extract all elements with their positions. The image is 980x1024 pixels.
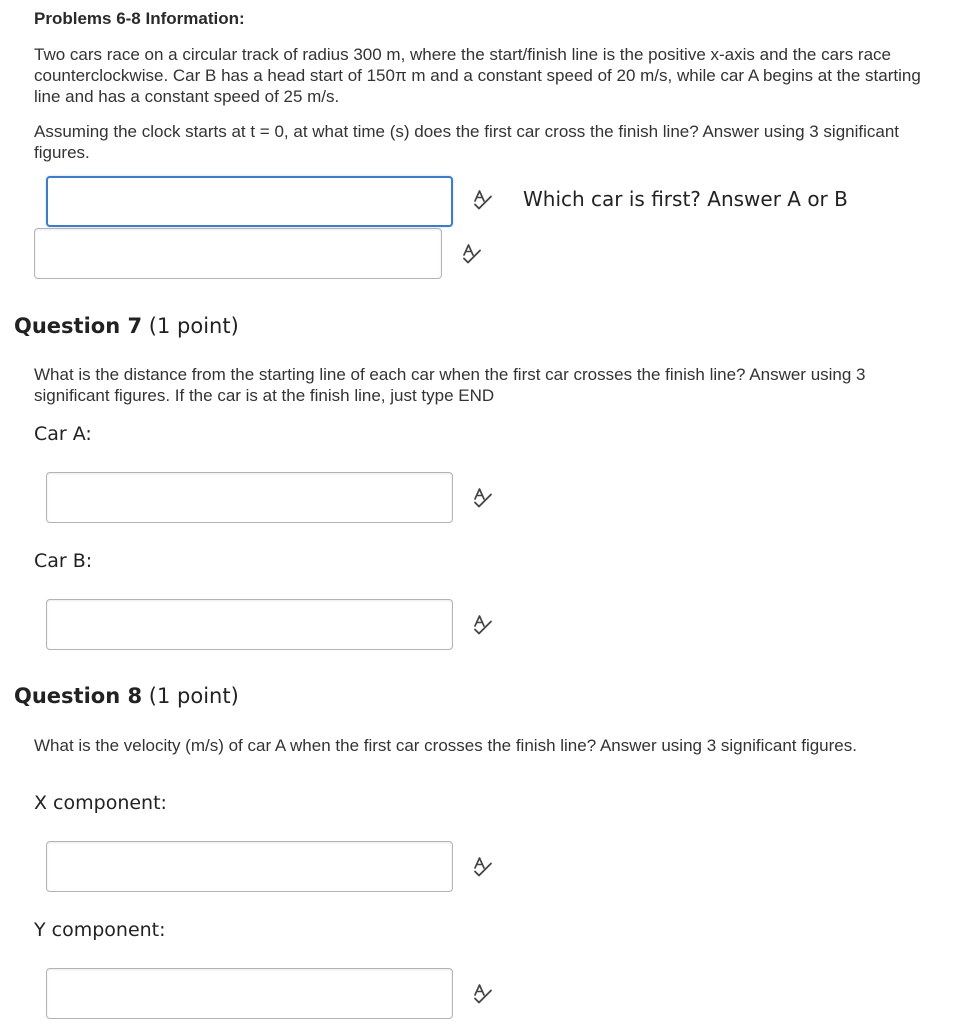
question8-prompt: What is the velocity (m/s) of car A when the first car crosses the finish line? Answer using 3 significant figures. [34, 736, 857, 755]
question8-points: (1 point) [148, 684, 239, 708]
spell-check-icon[interactable] [471, 855, 495, 879]
car-b-label: Car B: [34, 550, 93, 572]
which-car-input[interactable] [34, 228, 442, 279]
question7-points: (1 point) [148, 314, 239, 338]
x-component-label: X component: [34, 792, 167, 814]
question7-title: Question 7 [14, 314, 143, 338]
x-component-input[interactable] [46, 841, 453, 892]
spell-check-icon[interactable] [471, 188, 495, 212]
question7-heading [14, 314, 239, 338]
time-answer-input[interactable] [46, 176, 453, 227]
spell-check-icon[interactable] [460, 242, 484, 266]
info-heading: Problems 6-8 Information: [34, 9, 245, 28]
y-component-label: Y component: [34, 919, 166, 941]
spell-check-icon[interactable] [471, 486, 495, 510]
question8-heading [14, 684, 239, 708]
question8-title: Question 8 [14, 684, 143, 708]
question6-prompt: Assuming the clock starts at t = 0, at what time (s) does the first car cross the finish line? Answer using 3 significant figures. [34, 122, 900, 162]
spell-check-icon[interactable] [471, 613, 495, 637]
info-paragraph: Two cars race on a circular track of radius 300 m, where the start/finish line is the positive x-axis and the cars race counterclockwise. Car B has a head start of 150π m and a constant speed of 20 m/s, while car A begins at the starting line and has a constant speed of 25 m/s. [34, 45, 921, 106]
spell-check-icon[interactable] [471, 982, 495, 1006]
which-car-label: Which car is first? Answer A or B [523, 187, 848, 211]
y-component-input[interactable] [46, 968, 453, 1019]
car-a-label: Car A: [34, 423, 92, 445]
car-a-distance-input[interactable] [46, 472, 453, 523]
question7-prompt: What is the distance from the starting line of each car when the first car crosses the finish line? Answer using 3 significant figures. If the car is at the finish line, just type END [34, 365, 866, 405]
car-b-distance-input[interactable] [46, 599, 453, 650]
